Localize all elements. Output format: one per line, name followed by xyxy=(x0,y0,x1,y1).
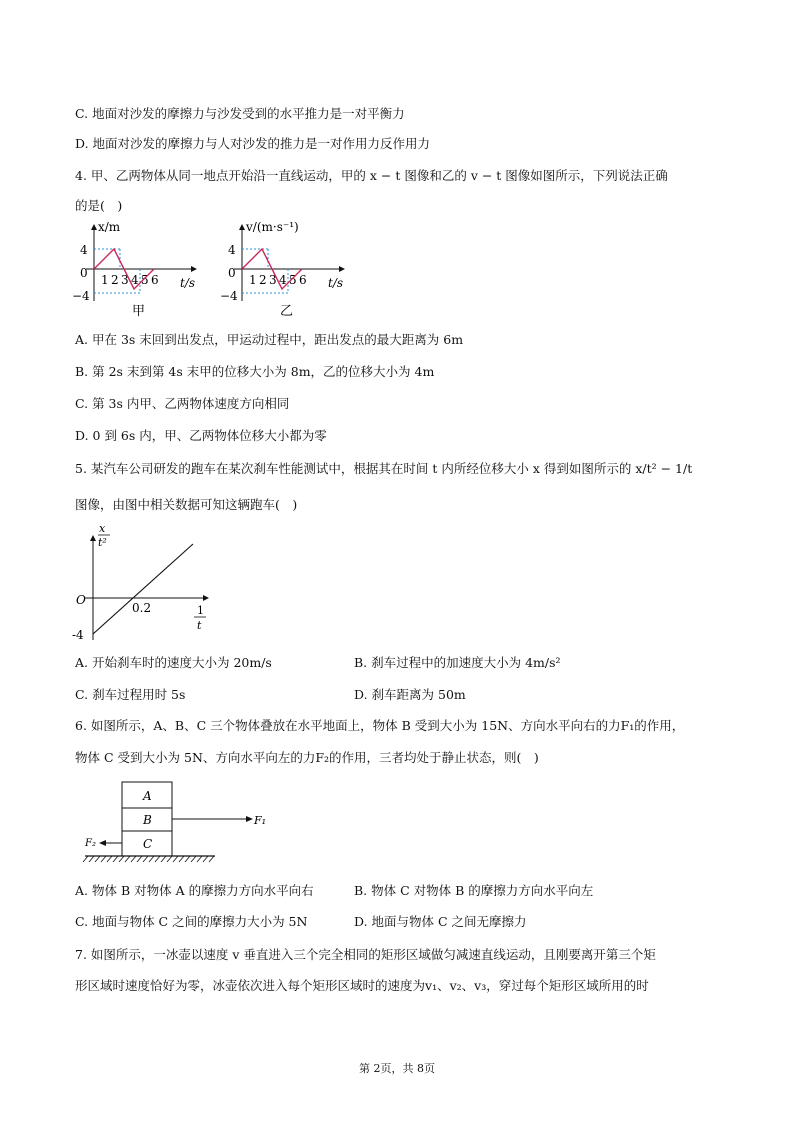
q7-stem-line1: 7. 如图所示，一冰壶以速度 v 垂直进入三个完全相同的矩形区域做匀减速直线运动，且刚要离开第三个矩 xyxy=(75,947,656,962)
q5-option-a: A. 开始刹车时的速度大小为 20m/s xyxy=(75,655,272,670)
graph-jia xyxy=(72,220,196,319)
q6-option-a: A. 物体 B 对物体 A 的摩擦力方向水平向右 xyxy=(75,883,314,898)
graph_yi-tick-label: 6 xyxy=(299,273,307,287)
q4-option-b: B. 第 2s 末到第 4s 末甲的位移大小为 8m，乙的位移大小为 4m xyxy=(75,364,435,379)
graph-yi xyxy=(220,220,344,319)
graph_yi-tick-label: 4 xyxy=(279,273,287,287)
graph_jia-tick-label: 1 xyxy=(101,273,109,287)
q5-figure xyxy=(70,518,220,648)
graph_jia-tick-label: 2 xyxy=(111,273,119,287)
graph_jia-tick-label: 6 xyxy=(151,273,159,287)
q4-option-d: D. 0 到 6s 内，甲、乙两物体位移大小都为零 xyxy=(75,428,327,443)
graph_yi-tick-label: 5 xyxy=(289,273,297,287)
f2-label: F₂ xyxy=(85,838,96,849)
q5-xlabel-den: t xyxy=(197,619,202,632)
block-b-label: B xyxy=(143,813,152,827)
jia-caption: 甲 xyxy=(132,304,146,319)
q6-stem-line2: 物体 C 受到大小为 5N、方向水平向左的力F₂的作用，三者均处于静止状态，则( ) xyxy=(75,750,539,765)
q4-figure xyxy=(70,215,350,320)
q4-stem-line1: 4. 甲、乙两物体从同一地点开始沿一直线运动，甲的 x − t 图像和乙的 v − t 图像如图所示，下列说法正确 xyxy=(75,168,668,183)
q5-option-b: B. 刹车过程中的加速度大小为 4m/s² xyxy=(354,655,561,670)
q6-option-b: B. 物体 C 对物体 B 的摩擦力方向水平向左 xyxy=(354,883,594,898)
yi-y-neg: −4 xyxy=(220,289,238,303)
jia-y-neg: −4 xyxy=(72,289,90,303)
ground-hatch xyxy=(83,856,214,862)
q5-stem-line1: 5. 某汽车公司研发的跑车在某次刹车性能测试中，根据其在时间 t 内所经位移大小 x 得到如图所示的 x/t² − 1/t xyxy=(75,461,693,476)
q5-option-d: D. 刹车距离为 50m xyxy=(354,687,466,702)
jia-xlabel: t/s xyxy=(180,276,196,290)
jia-y-pos: 4 xyxy=(80,243,88,257)
yi-ylabel: v/(m·s⁻¹) xyxy=(246,220,299,234)
block-c-label: C xyxy=(143,837,153,851)
graph_jia-tick-label: 3 xyxy=(121,273,129,287)
yi-origin: 0 xyxy=(228,266,236,280)
q6-option-c: C. 地面与物体 C 之间的摩擦力大小为 5N xyxy=(75,914,308,929)
q5-stem-line2: 图像，由图中相关数据可知这辆跑车( ) xyxy=(75,497,298,512)
q5-origin: O xyxy=(76,593,86,607)
yi-caption: 乙 xyxy=(280,304,294,319)
graph_jia-tick-label: 4 xyxy=(131,273,139,287)
q4-stem-line2: 的是( ) xyxy=(75,198,123,213)
q7-stem-line2: 形区域时速度恰好为零，冰壶依次进入每个矩形区域时的速度为v₁、v₂、v₃，穿过每个矩形区域所用的时 xyxy=(75,978,649,993)
graph_yi-tick-label: 2 xyxy=(259,273,267,287)
block-a-label: A xyxy=(143,789,152,803)
q5-y-mark: -4 xyxy=(72,628,84,642)
q3-option-d: D. 地面对沙发的摩擦力与人对沙发的推力是一对作用力反作用力 xyxy=(75,136,431,151)
q6-figure xyxy=(70,772,290,872)
q5-graph-line xyxy=(93,544,193,634)
graph_yi-tick-label: 3 xyxy=(269,273,277,287)
q5-x-mark: 0.2 xyxy=(132,601,152,615)
q4-option-c: C. 第 3s 内甲、乙两物体速度方向相同 xyxy=(75,396,290,411)
graph_yi-tick-label: 1 xyxy=(249,273,257,287)
q6-option-d: D. 地面与物体 C 之间无摩擦力 xyxy=(354,914,527,929)
yi-xlabel: t/s xyxy=(328,276,344,290)
graph_jia-tick-label: 5 xyxy=(141,273,149,287)
jia-ylabel: x/m xyxy=(98,220,121,234)
q5-ylabel-num: x xyxy=(99,522,106,535)
q4-option-a: A. 甲在 3s 末回到出发点，甲运动过程中，距出发点的最大距离为 6m xyxy=(75,332,464,347)
page-footer: 第 2页，共 8页 xyxy=(359,1062,435,1075)
yi-y-pos: 4 xyxy=(228,243,236,257)
jia-origin: 0 xyxy=(80,266,88,280)
q3-option-c: C. 地面对沙发的摩擦力与沙发受到的水平推力是一对平衡力 xyxy=(75,106,405,121)
f1-label: F₁ xyxy=(254,814,267,827)
q5-option-c: C. 刹车过程用时 5s xyxy=(75,687,186,702)
q6-stem-line1: 6. 如图所示，A、B、C 三个物体叠放在水平地面上，物体 B 受到大小为 15N、方向水平向右的力F₁的作用， xyxy=(75,718,685,733)
q5-xlabel-num: 1 xyxy=(197,604,204,617)
q5-ylabel-den: t² xyxy=(98,536,107,549)
